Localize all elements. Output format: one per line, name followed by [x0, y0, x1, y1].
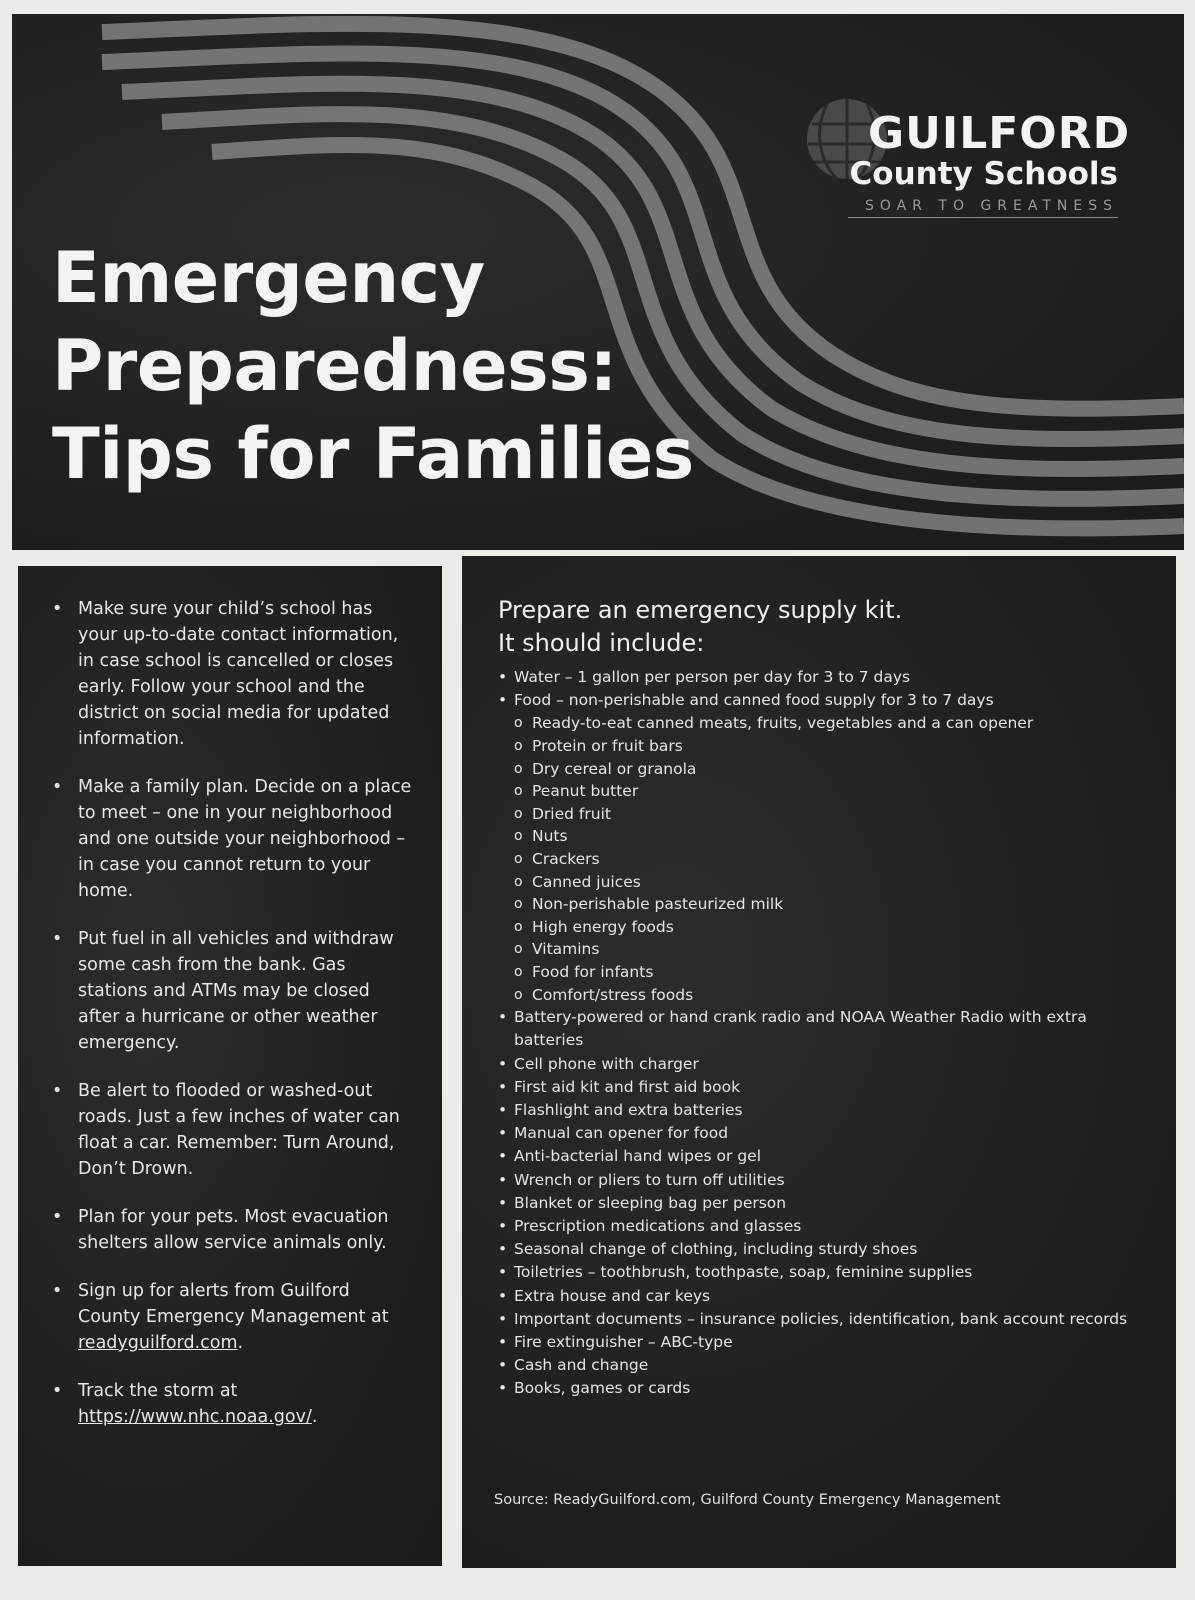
readyguilford-link[interactable]: readyguilford.com [78, 1333, 238, 1353]
tip-text: Sign up for alerts from Guilford County Emergency Management at [78, 1281, 389, 1327]
kit-item: • Food – non-perishable and canned food supply for 3 to 7 days [514, 689, 1146, 712]
kit-item: • Toiletries – toothbrush, toothpaste, soap, feminine supplies [514, 1261, 1146, 1284]
kit-item: • Extra house and car keys [514, 1285, 1146, 1308]
kit-item: • Cash and change [514, 1354, 1146, 1377]
logo-guilford-text: GUILFORD [868, 108, 1131, 159]
kit-sub-item: o Crackers [514, 848, 1146, 871]
header-banner [12, 14, 1184, 550]
kit-sub-item: o High energy foods [514, 916, 1146, 939]
logo-county-schools-text: County Schools [849, 156, 1118, 192]
tips-list [18, 566, 442, 1430]
page-title [52, 234, 694, 498]
kit-sub-item: o Food for infants [514, 961, 1146, 984]
supply-kit-panel [462, 556, 1176, 1568]
tip-text: Plan for your pets. Most evacuation shelters allow service animals only. [78, 1207, 389, 1253]
kit-item: • Battery-powered or hand crank radio and NOAA Weather Radio with extra batteries [514, 1006, 1146, 1052]
kit-heading [462, 556, 1176, 660]
tip-item [78, 1278, 422, 1356]
kit-sub-item: o Ready-to-eat canned meats, fruits, vegetables and a can opener [514, 712, 1146, 735]
supply-kit-list [462, 666, 1176, 1401]
source-note: Source: ReadyGuilford.com, Guilford County Emergency Management [494, 1492, 1001, 1508]
kit-heading-line-1: Prepare an emergency supply kit. [498, 596, 903, 624]
tip-item [78, 1378, 422, 1430]
kit-item: • First aid kit and first aid book [514, 1076, 1146, 1099]
kit-item: • Cell phone with charger [514, 1053, 1146, 1076]
kit-item: • Fire extinguisher – ABC-type [514, 1331, 1146, 1354]
tip-text: Track the storm at [78, 1381, 238, 1401]
tip-item [78, 1078, 422, 1182]
title-line-2: Preparedness: [52, 325, 617, 407]
kit-sub-item: o Dried fruit [514, 803, 1146, 826]
tip-text: Make sure your child’s school has your up-to-date contact information, in case school is cancelled or closes early. Follow your school and the district on social media for updated information. [78, 599, 399, 749]
nhc-noaa-link[interactable]: https://www.nhc.noaa.gov/ [78, 1407, 312, 1427]
kit-item: • Flashlight and extra batteries [514, 1099, 1146, 1122]
kit-item: • Water – 1 gallon per person per day for 3 to 7 days [514, 666, 1146, 689]
tip-text: Be alert to flooded or washed-out roads. Just a few inches of water can float a car. Remember: Turn Around, Don’t Drown. [78, 1081, 400, 1179]
kit-item: • Manual can opener for food [514, 1122, 1146, 1145]
kit-item: • Wrench or pliers to turn off utilities [514, 1169, 1146, 1192]
title-line-1: Emergency [52, 237, 485, 319]
tip-item [78, 926, 422, 1056]
tips-panel [18, 566, 442, 1566]
kit-sub-item: o Protein or fruit bars [514, 735, 1146, 758]
kit-sub-item: o Dry cereal or granola [514, 758, 1146, 781]
tip-punct: . [237, 1333, 244, 1353]
kit-item: • Anti-bacterial hand wipes or gel [514, 1145, 1146, 1168]
title-line-3: Tips for Families [52, 413, 694, 495]
kit-sub-item: o Canned juices [514, 871, 1146, 894]
kit-item: • Important documents – insurance policies, identification, bank account records [514, 1308, 1146, 1331]
tip-item [78, 1204, 422, 1256]
guilford-logo [802, 84, 1142, 234]
kit-item: • Blanket or sleeping bag per person [514, 1192, 1146, 1215]
kit-sub-item: o Nuts [514, 825, 1146, 848]
kit-item: • Seasonal change of clothing, including sturdy shoes [514, 1238, 1146, 1261]
kit-item: • Books, games or cards [514, 1377, 1146, 1400]
tip-text: Make a family plan. Decide on a place to meet – one in your neighborhood and one outside your neighborhood – in case you cannot return to your home. [78, 777, 412, 901]
tip-item [78, 596, 422, 752]
logo-tagline: SOAR TO GREATNESS [848, 198, 1118, 218]
kit-sub-item: o Non-perishable pasteurized milk [514, 893, 1146, 916]
kit-item: • Prescription medications and glasses [514, 1215, 1146, 1238]
kit-sub-item: o Peanut butter [514, 780, 1146, 803]
kit-sub-item: o Vitamins [514, 938, 1146, 961]
tip-item [78, 774, 422, 904]
kit-sub-item: o Comfort/stress foods [514, 984, 1146, 1007]
tip-text: Put fuel in all vehicles and withdraw some cash from the bank. Gas stations and ATMs may be closed after a hurricane or other weather emergency. [78, 929, 394, 1053]
tip-punct: . [311, 1407, 318, 1427]
kit-heading-line-2: It should include: [498, 629, 705, 657]
